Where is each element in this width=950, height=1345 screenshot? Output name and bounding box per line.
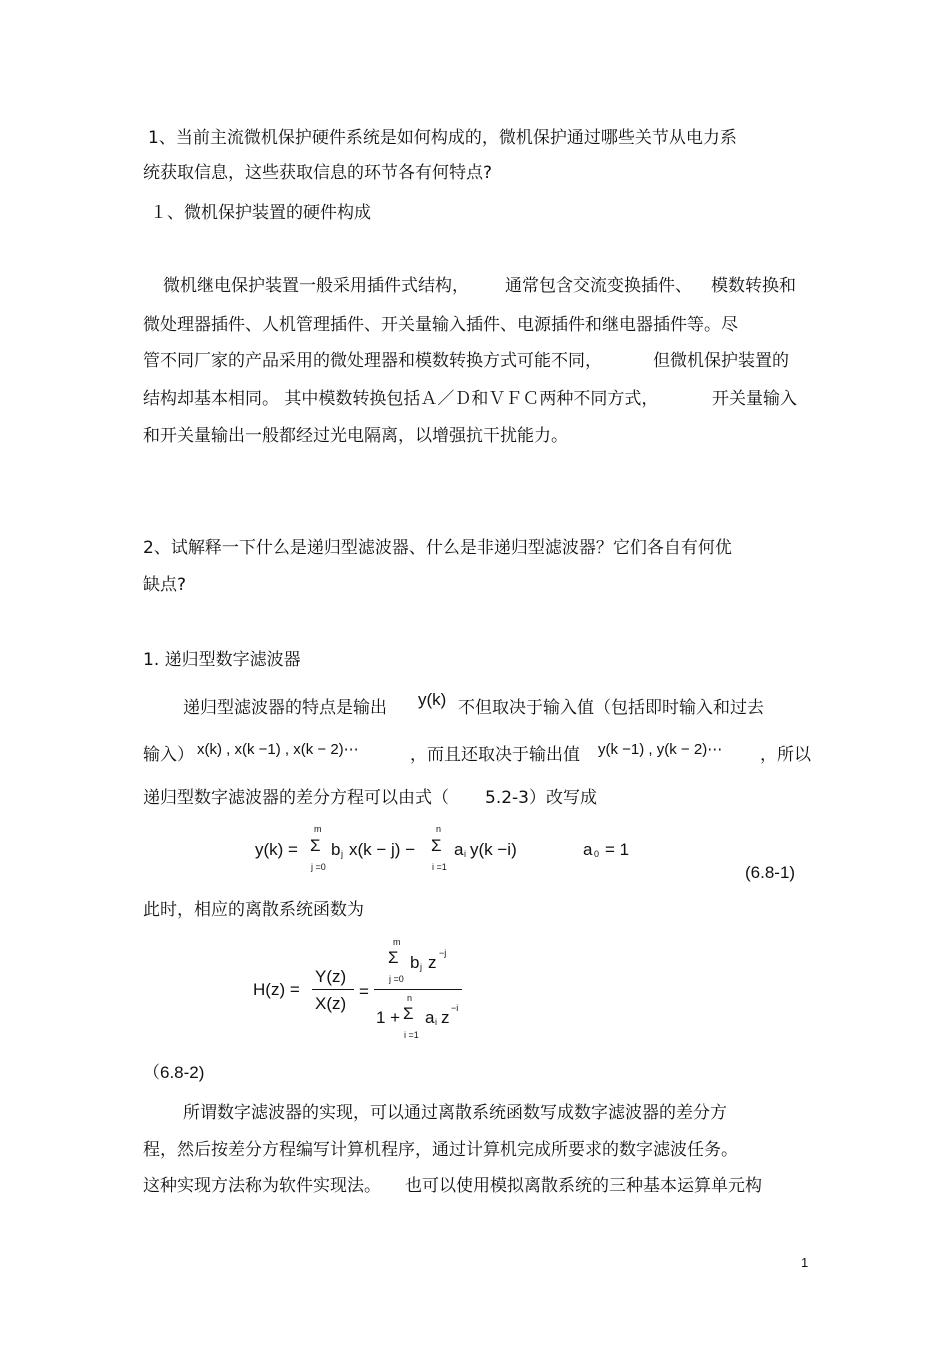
eq1-term1-sub: j bbox=[341, 849, 343, 859]
eq1-number: (6.8-1) bbox=[745, 863, 796, 882]
eq1-term1: b bbox=[331, 840, 341, 859]
q1-heading: １、微机保护装置的硬件构成 bbox=[150, 203, 371, 223]
eq2-denominator-1: X(z) bbox=[315, 994, 347, 1013]
q2-p3-text: 递归型数字滤波器的差分方程可以由式（ bbox=[143, 788, 449, 808]
q2-p2-x-seq: x(k) , x(k −1) , x(k − 2)⋯ bbox=[197, 741, 359, 758]
q1-para-line-1a: 微机继电保护装置一般采用插件式结构， bbox=[163, 276, 469, 296]
eq2-den-a: a bbox=[425, 1008, 435, 1027]
eq1-term2: a bbox=[454, 840, 464, 859]
eq1-term2-sub: i bbox=[464, 849, 466, 859]
q2-p2-text-c: ，所以 bbox=[760, 745, 811, 765]
eq1-sum2-symbol: Σ bbox=[431, 836, 442, 855]
eq2-den-sum-bottom: i =1 bbox=[404, 1030, 419, 1040]
q2-line-2: 缺点? bbox=[143, 575, 187, 595]
eq2-den-z: z bbox=[441, 1008, 450, 1027]
q2-p5-line-1: 所谓数字滤波器的实现，可以通过离散系统函数写成数字滤波器的差分方 bbox=[183, 1103, 727, 1123]
eq2-numerator-1: Y(z) bbox=[315, 967, 347, 986]
eq2-fraction-line-1 bbox=[312, 989, 354, 990]
eq2-fraction-line-2 bbox=[374, 989, 462, 990]
q2-p2-y-seq: y(k −1) , y(k − 2)⋯ bbox=[598, 741, 723, 758]
q2-p2-text-a: 输入） bbox=[143, 745, 194, 765]
q2-section-heading: 1. 递归型数字滤波器 bbox=[143, 650, 301, 670]
eq1-condition-sub: 0 bbox=[594, 849, 600, 859]
eq2-num-sum-top: m bbox=[393, 937, 401, 947]
eq2-equals: = bbox=[359, 982, 369, 1001]
eq1-lhs: y(k) = bbox=[255, 840, 298, 859]
q2-p5-line-3a: 这种实现方法称为软件实现法。 bbox=[143, 1176, 381, 1196]
q1-line-2: 统获取信息，这些获取信息的环节各有何特点? bbox=[143, 163, 493, 183]
q1-para-line-5: 和开关量输出一般都经过光电隔离，以增强抗干扰能力。 bbox=[143, 426, 568, 446]
q2-p1-text-a: 递归型滤波器的特点是输出 bbox=[183, 698, 387, 718]
eq1-term2b: y(k −i) bbox=[470, 840, 517, 859]
eq2-num-z: z bbox=[428, 953, 437, 972]
page-number: 1 bbox=[801, 1255, 809, 1270]
q1-para-line-2: 微处理器插件、人机管理插件、开关量输入插件、电源插件和继电器插件等。尽 bbox=[143, 315, 738, 335]
eq2-num-sum-bottom: j =0 bbox=[389, 974, 404, 984]
q2-p2-text-b: ，而且还取决于输出值 bbox=[410, 745, 580, 765]
q1-para-line-1b: 通常包含交流变换插件、 bbox=[505, 276, 692, 296]
eq2-den-one-plus: 1 + bbox=[376, 1008, 401, 1027]
eq1-sum2-top: n bbox=[436, 824, 442, 834]
eq2-den-sum-symbol: Σ bbox=[403, 1004, 414, 1023]
q2-p3-ref: 5.2-3）改写成 bbox=[485, 788, 597, 808]
q2-p5-line-3b: 也可以使用模拟离散系统的三种基本运算单元构 bbox=[405, 1176, 762, 1196]
q1-para-line-4a: 结构却基本相同。 其中模数转换包括Ａ／Ｄ和ＶＦＣ两种不同方式， bbox=[143, 389, 659, 409]
eq1-sum1-top: m bbox=[314, 824, 322, 834]
eq2-num-sum-symbol: Σ bbox=[388, 948, 399, 967]
eq2-num-z-sup: −j bbox=[439, 948, 447, 958]
eq1-sum1-symbol: Σ bbox=[310, 836, 321, 855]
q2-p1-yk: y(k) bbox=[418, 690, 447, 709]
q1-para-line-3a: 管不同厂家的产品采用的微处理器和模数转换方式可能不同， bbox=[143, 351, 602, 371]
q1-para-line-3b: 但微机保护装置的 bbox=[653, 351, 789, 371]
eq1-sum1-bottom: j =0 bbox=[311, 862, 326, 872]
eq1-condition: a bbox=[583, 840, 593, 859]
q2-p4-text: 此时，相应的离散系统函数为 bbox=[143, 900, 364, 920]
eq2-number: （6.8-2) bbox=[143, 1063, 205, 1082]
eq2-num-b: b bbox=[410, 953, 420, 972]
eq2-lhs: H(z) = bbox=[253, 980, 300, 999]
eq2-den-sum-top: n bbox=[407, 993, 413, 1003]
q2-line-1: 2、试解释一下什么是递归型滤波器、什么是非递归型滤波器？它们各自有何优 bbox=[143, 538, 732, 558]
q2-p5-line-2: 程，然后按差分方程编写计算机程序，通过计算机完成所要求的数字滤波任务。 bbox=[143, 1140, 738, 1160]
eq1-condition-b: = 1 bbox=[605, 840, 630, 859]
q1-line-1: 1、当前主流微机保护硬件系统是如何构成的，微机保护通过哪些关节从电力系 bbox=[148, 128, 737, 148]
eq1-sum2-bottom: i =1 bbox=[432, 862, 447, 872]
eq1-term1b: x(k − j) − bbox=[349, 840, 416, 859]
q1-para-line-1c: 模数转换和 bbox=[711, 276, 796, 296]
eq2-num-b-sub: j bbox=[420, 962, 422, 972]
q2-p1-text-b: 不但取决于输入值（包括即时输入和过去 bbox=[458, 698, 764, 718]
eq2-den-a-sub: i bbox=[435, 1017, 437, 1027]
q1-para-line-4b: 开关量输入 bbox=[712, 389, 797, 409]
eq2-den-z-sup: −i bbox=[451, 1003, 459, 1013]
